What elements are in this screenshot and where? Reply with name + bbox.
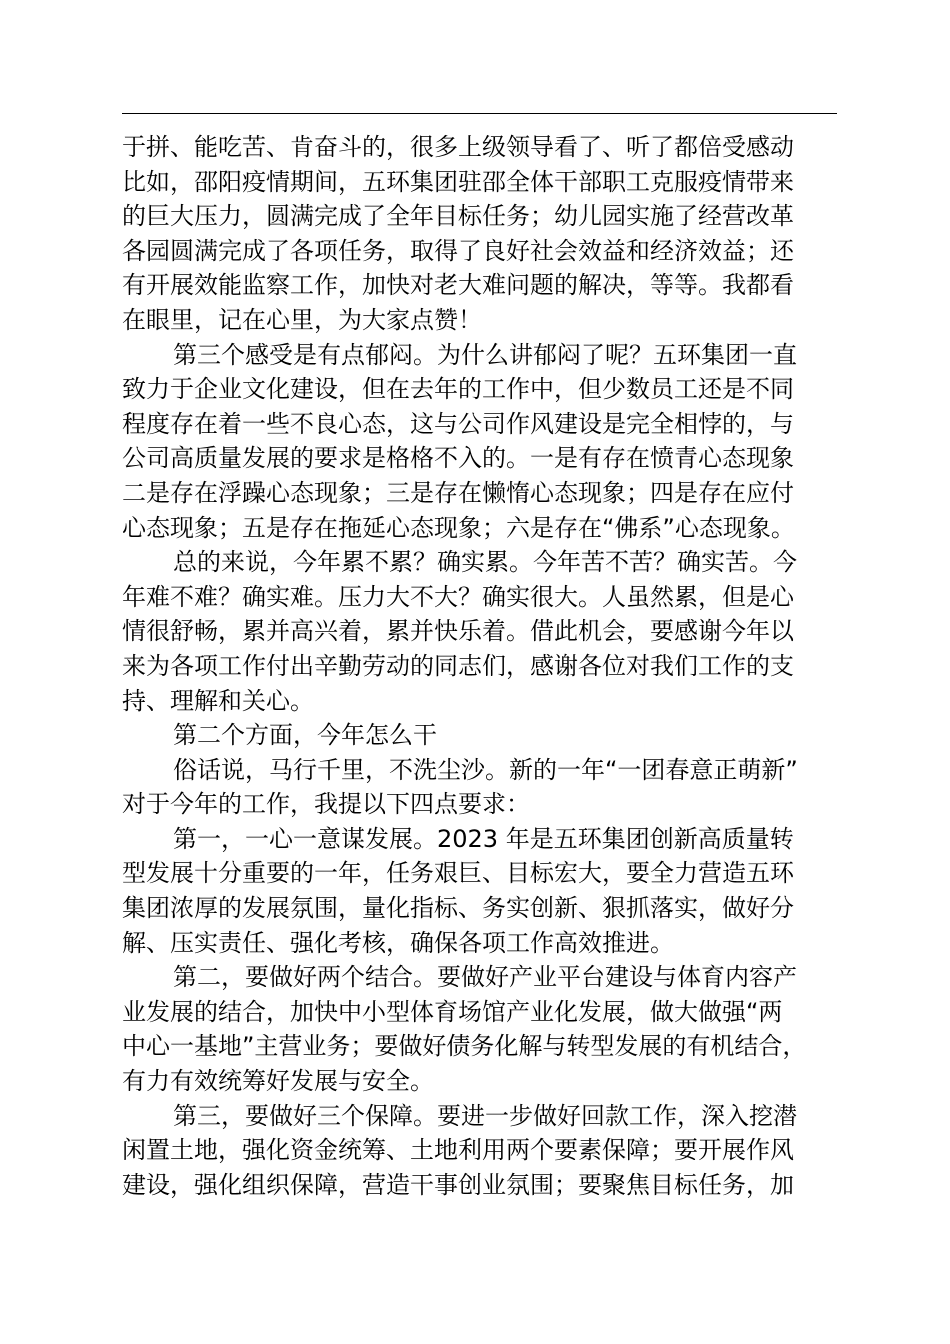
- header-rule: [122, 113, 837, 114]
- text-line: 公司高质量发展的要求是格格不入的。一是有存在愤青心态现象: [122, 444, 794, 473]
- text-line: 情很舒畅，累并高兴着，累并快乐着。借此机会，要感谢今年以: [122, 617, 794, 646]
- text-line: 集团浓厚的发展氛围，量化指标、务实创新、狠抓落实，做好分: [122, 894, 794, 923]
- text-line: 中心一基地”主营业务；要做好债务化解与转型发展的有机结合，: [122, 1032, 807, 1061]
- text-line: 在眼里，记在心里，为大家点赞！: [122, 305, 482, 334]
- text-line: 解、压实责任、强化考核，确保各项工作高效推进。: [122, 928, 674, 957]
- text-line: 第一，一心一意谋发展。2023 年是五环集团创新高质量转: [173, 824, 794, 853]
- text-line: 各园圆满完成了各项任务，取得了良好社会效益和经济效益；还: [122, 236, 794, 265]
- text-line: 心态现象；五是存在拖延心态现象；六是存在“佛系”心态现象。: [122, 513, 795, 542]
- text-line: 对于今年的工作，我提以下四点要求：: [122, 790, 530, 819]
- text-line: 第二个方面，今年怎么干: [173, 721, 437, 750]
- text-line: 年难不难？确实难。压力大不大？确实很大。人虽然累，但是心: [122, 582, 794, 611]
- text-line: 第三，要做好三个保障。要进一步做好回款工作，深入挖潜: [173, 1101, 797, 1130]
- text-line: 有开展效能监察工作，加快对老大难问题的解决，等等。我都看: [122, 271, 794, 300]
- text-line: 致力于企业文化建设，但在去年的工作中，但少数员工还是不同: [122, 375, 794, 404]
- text-line: 比如，邵阳疫情期间，五环集团驻邵全体干部职工克服疫情带来: [122, 167, 794, 196]
- text-line: 有力有效统筹好发展与安全。: [122, 1067, 434, 1096]
- document-body: [122, 130, 862, 1202]
- text-line: 业发展的结合，加快中小型体育场馆产业化发展，做大做强“两: [122, 997, 783, 1026]
- text-line: 来为各项工作付出辛勤劳动的同志们，感谢各位对我们工作的支: [122, 651, 794, 680]
- text-line: 型发展十分重要的一年，任务艰巨、目标宏大，要全力营造五环: [122, 859, 794, 888]
- text-line: 程度存在着一些不良心态，这与公司作风建设是完全相悖的，与: [122, 409, 794, 438]
- text-line: 总的来说，今年累不累？确实累。今年苦不苦？确实苦。今: [173, 548, 797, 577]
- text-line: 持、理解和关心。: [122, 686, 314, 715]
- text-line: 第三个感受是有点郁闷。为什么讲郁闷了呢？五环集团一直: [173, 340, 797, 369]
- text-line: 俗话说，马行千里，不洗尘沙。新的一年“一团春意正萌新”: [173, 755, 798, 784]
- text-line: 于拼、能吃苦、肯奋斗的，很多上级领导看了、听了都倍受感动: [122, 133, 794, 161]
- text-line: 闲置土地，强化资金统筹、土地利用两个要素保障；要开展作风: [122, 1136, 794, 1165]
- text-line: 二是存在浮躁心态现象；三是存在懒惰心态现象；四是存在应付: [122, 478, 794, 507]
- text-line: 的巨大压力，圆满完成了全年目标任务；幼儿园实施了经营改革: [122, 202, 794, 231]
- text-line: 第二，要做好两个结合。要做好产业平台建设与体育内容产: [173, 963, 797, 992]
- text-line: 建设，强化组织保障，营造干事创业氛围；要聚焦目标任务，加: [122, 1170, 794, 1199]
